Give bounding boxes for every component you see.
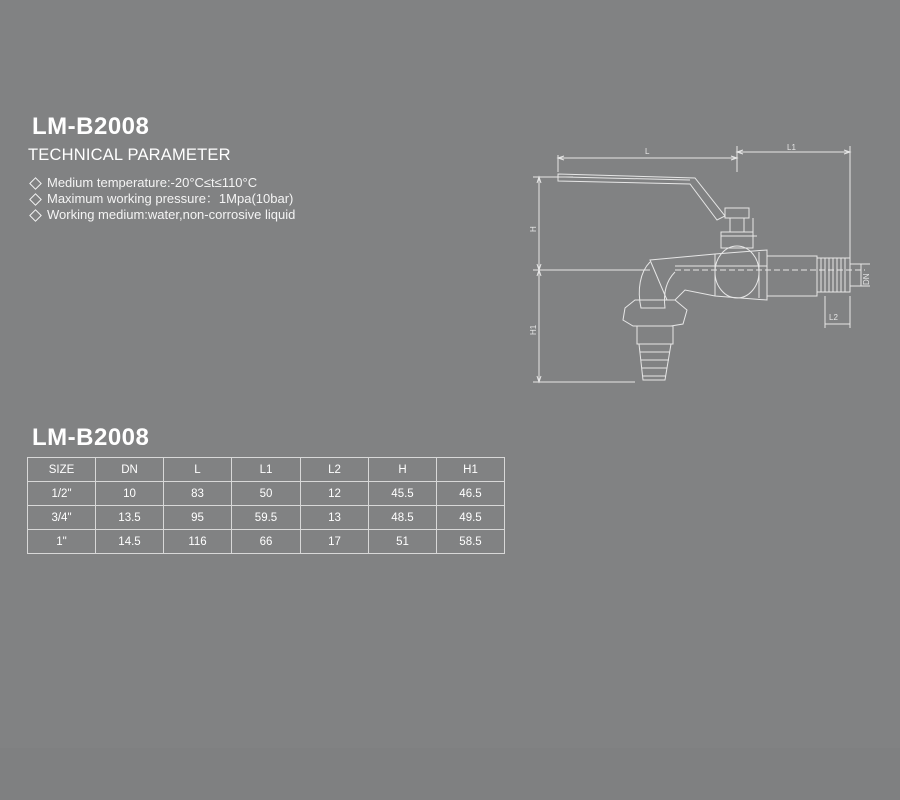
column-header: DN: [96, 458, 164, 482]
dimension-left: [533, 177, 650, 382]
table-cell: 13.5: [96, 506, 164, 530]
table-cell: 51: [369, 530, 437, 554]
parameter-text: Working medium:water,non-corrosive liquid: [47, 207, 296, 222]
dimension-table: [27, 457, 505, 554]
parameter-text: Maximum working pressure：1Mpa(10bar): [47, 191, 294, 206]
table-row: [28, 506, 505, 530]
technical-parameter-heading: TECHNICAL PARAMETER: [28, 146, 231, 164]
table-cell: 66: [232, 530, 301, 554]
table-cell: 49.5: [437, 506, 505, 530]
dim-label-h1: H1: [529, 324, 538, 335]
column-header: H1: [437, 458, 505, 482]
column-header: H: [369, 458, 437, 482]
table-cell: 50: [232, 482, 301, 506]
dim-label-h: H: [529, 226, 538, 232]
bottom-band: [0, 748, 900, 800]
table-cell: 10: [96, 482, 164, 506]
dim-label-l2: L2: [829, 313, 838, 322]
table-model-title: LM-B2008: [32, 424, 150, 451]
dimension-l2: [825, 296, 850, 328]
diamond-bullet-icon: [29, 209, 42, 222]
table-cell: 1/2": [28, 482, 96, 506]
table-cell: 48.5: [369, 506, 437, 530]
lever-handle: [558, 174, 725, 220]
threaded-inlet: [675, 256, 865, 296]
parameter-item: [28, 191, 295, 207]
parameter-item: [28, 175, 295, 191]
diamond-bullet-icon: [29, 177, 42, 190]
table-cell: 12: [301, 482, 369, 506]
parameter-item: [28, 207, 295, 223]
column-header: L1: [232, 458, 301, 482]
dim-label-l: L: [645, 147, 650, 156]
table-cell: 59.5: [232, 506, 301, 530]
valve-stem: [721, 208, 757, 248]
table-cell: 17: [301, 530, 369, 554]
valve-body: [650, 246, 767, 300]
table-cell: 116: [164, 530, 232, 554]
column-header: SIZE: [28, 458, 96, 482]
model-title: LM-B2008: [32, 113, 150, 140]
spout-nozzle: [623, 262, 687, 380]
table-cell: 13: [301, 506, 369, 530]
table-cell: 83: [164, 482, 232, 506]
table-cell: 45.5: [369, 482, 437, 506]
table-row: [28, 530, 505, 554]
valve-technical-drawing: [525, 140, 875, 395]
diamond-bullet-icon: [29, 193, 42, 206]
table-header-row: [28, 458, 505, 482]
table-cell: 14.5: [96, 530, 164, 554]
table-cell: 1": [28, 530, 96, 554]
column-header: L: [164, 458, 232, 482]
table-cell: 46.5: [437, 482, 505, 506]
parameter-list: [28, 175, 295, 223]
dim-label-dn: DN: [862, 273, 871, 285]
table-row: [28, 482, 505, 506]
parameter-text: Medium temperature:-20°C≤t≤110°C: [47, 175, 258, 190]
dim-label-l1: L1: [787, 143, 796, 152]
column-header: L2: [301, 458, 369, 482]
table-cell: 95: [164, 506, 232, 530]
table-cell: 3/4": [28, 506, 96, 530]
table-cell: 58.5: [437, 530, 505, 554]
